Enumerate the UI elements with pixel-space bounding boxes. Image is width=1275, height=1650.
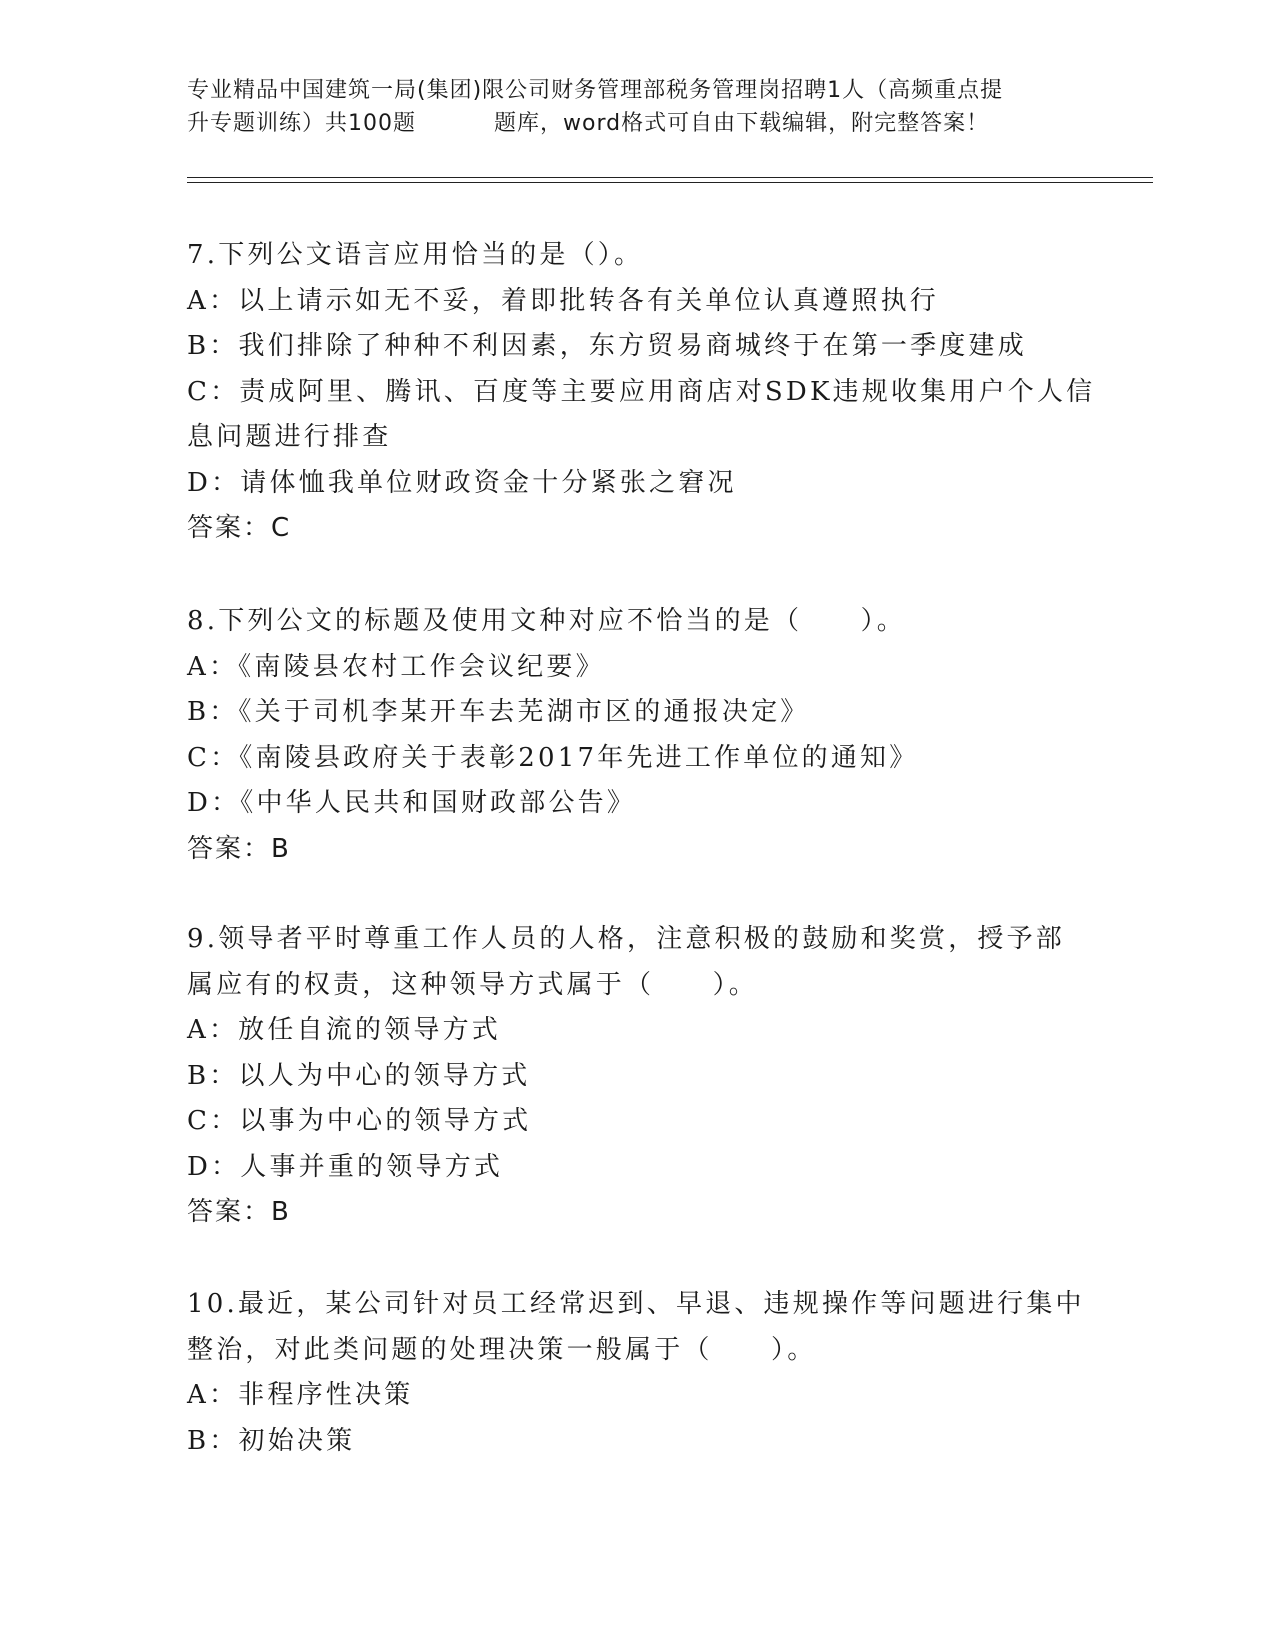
option-a: A：《南陵县农村工作会议纪要》 [187, 651, 605, 682]
question-stem-continued: 属应有的权责，这种领导方式属于（ ）。 [187, 969, 759, 1000]
question-stem: 9.领导者平时尊重工作人员的人格，注意积极的鼓励和奖赏，授予部 [187, 924, 1066, 954]
option-b: B：初始决策 [187, 1425, 356, 1456]
question-10 [187, 1282, 1087, 1464]
header-divider-bottom [187, 182, 1153, 183]
question-stem-continued: 整治，对此类问题的处理决策一般属于（ ）。 [187, 1334, 817, 1365]
header-title-line-2 [187, 107, 1087, 140]
option-a: A：放任自流的领导方式 [187, 1015, 501, 1045]
option-d: D：《中华人民共和国财政部公告》 [187, 788, 637, 818]
option-c: C：以事为中心的领导方式 [187, 1106, 532, 1136]
question-8 [187, 599, 1087, 872]
option-a: A：非程序性决策 [187, 1380, 414, 1410]
option-d: D：人事并重的领导方式 [187, 1151, 504, 1182]
option-b: B：以人为中心的领导方式 [187, 1060, 531, 1091]
option-b: B：我们排除了种种不利因素，东方贸易商城终于在第一季度建成 [187, 331, 1027, 361]
question-7 [187, 233, 1096, 552]
question-stem: 8.下列公文的标题及使用文种对应不恰当的是（ ）。 [187, 606, 907, 636]
header-title-right: 题库，word格式可自由下载编辑，附完整答案！ [494, 111, 990, 136]
document-header [187, 74, 1087, 140]
question-9 [187, 917, 1087, 1236]
option-a: A：以上请示如无不妥，着即批转各有关单位认真遵照执行 [187, 285, 939, 316]
option-d: D：请体恤我单位财政资金十分紧张之窘况 [187, 467, 737, 498]
option-c: C：责成阿里、腾讯、百度等主要应用商店对SDK违规收集用户个人信 [187, 376, 1096, 407]
question-stem: 7.下列公文语言应用恰当的是（）。 [187, 240, 644, 270]
question-stem: 10.最近，某公司针对员工经常迟到、早退、违规操作等问题进行集中 [187, 1289, 1085, 1319]
answer: 答案：C [187, 513, 292, 543]
header-title-left: 升专题训练）共100题 [187, 111, 416, 136]
option-c: C：《南陵县政府关于表彰2017年先进工作单位的通知》 [187, 742, 919, 773]
option-b: B：《关于司机李某开车去芜湖市区的通报决定》 [187, 697, 810, 727]
answer: 答案：B [187, 1197, 291, 1227]
option-c-continued: 息问题进行排查 [187, 422, 392, 452]
header-divider-top [187, 177, 1153, 178]
header-title-line-1: 专业精品中国建筑一局(集团)限公司财务管理部税务管理岗招聘1人（高频重点提 [187, 78, 1004, 103]
answer: 答案：B [187, 833, 291, 864]
